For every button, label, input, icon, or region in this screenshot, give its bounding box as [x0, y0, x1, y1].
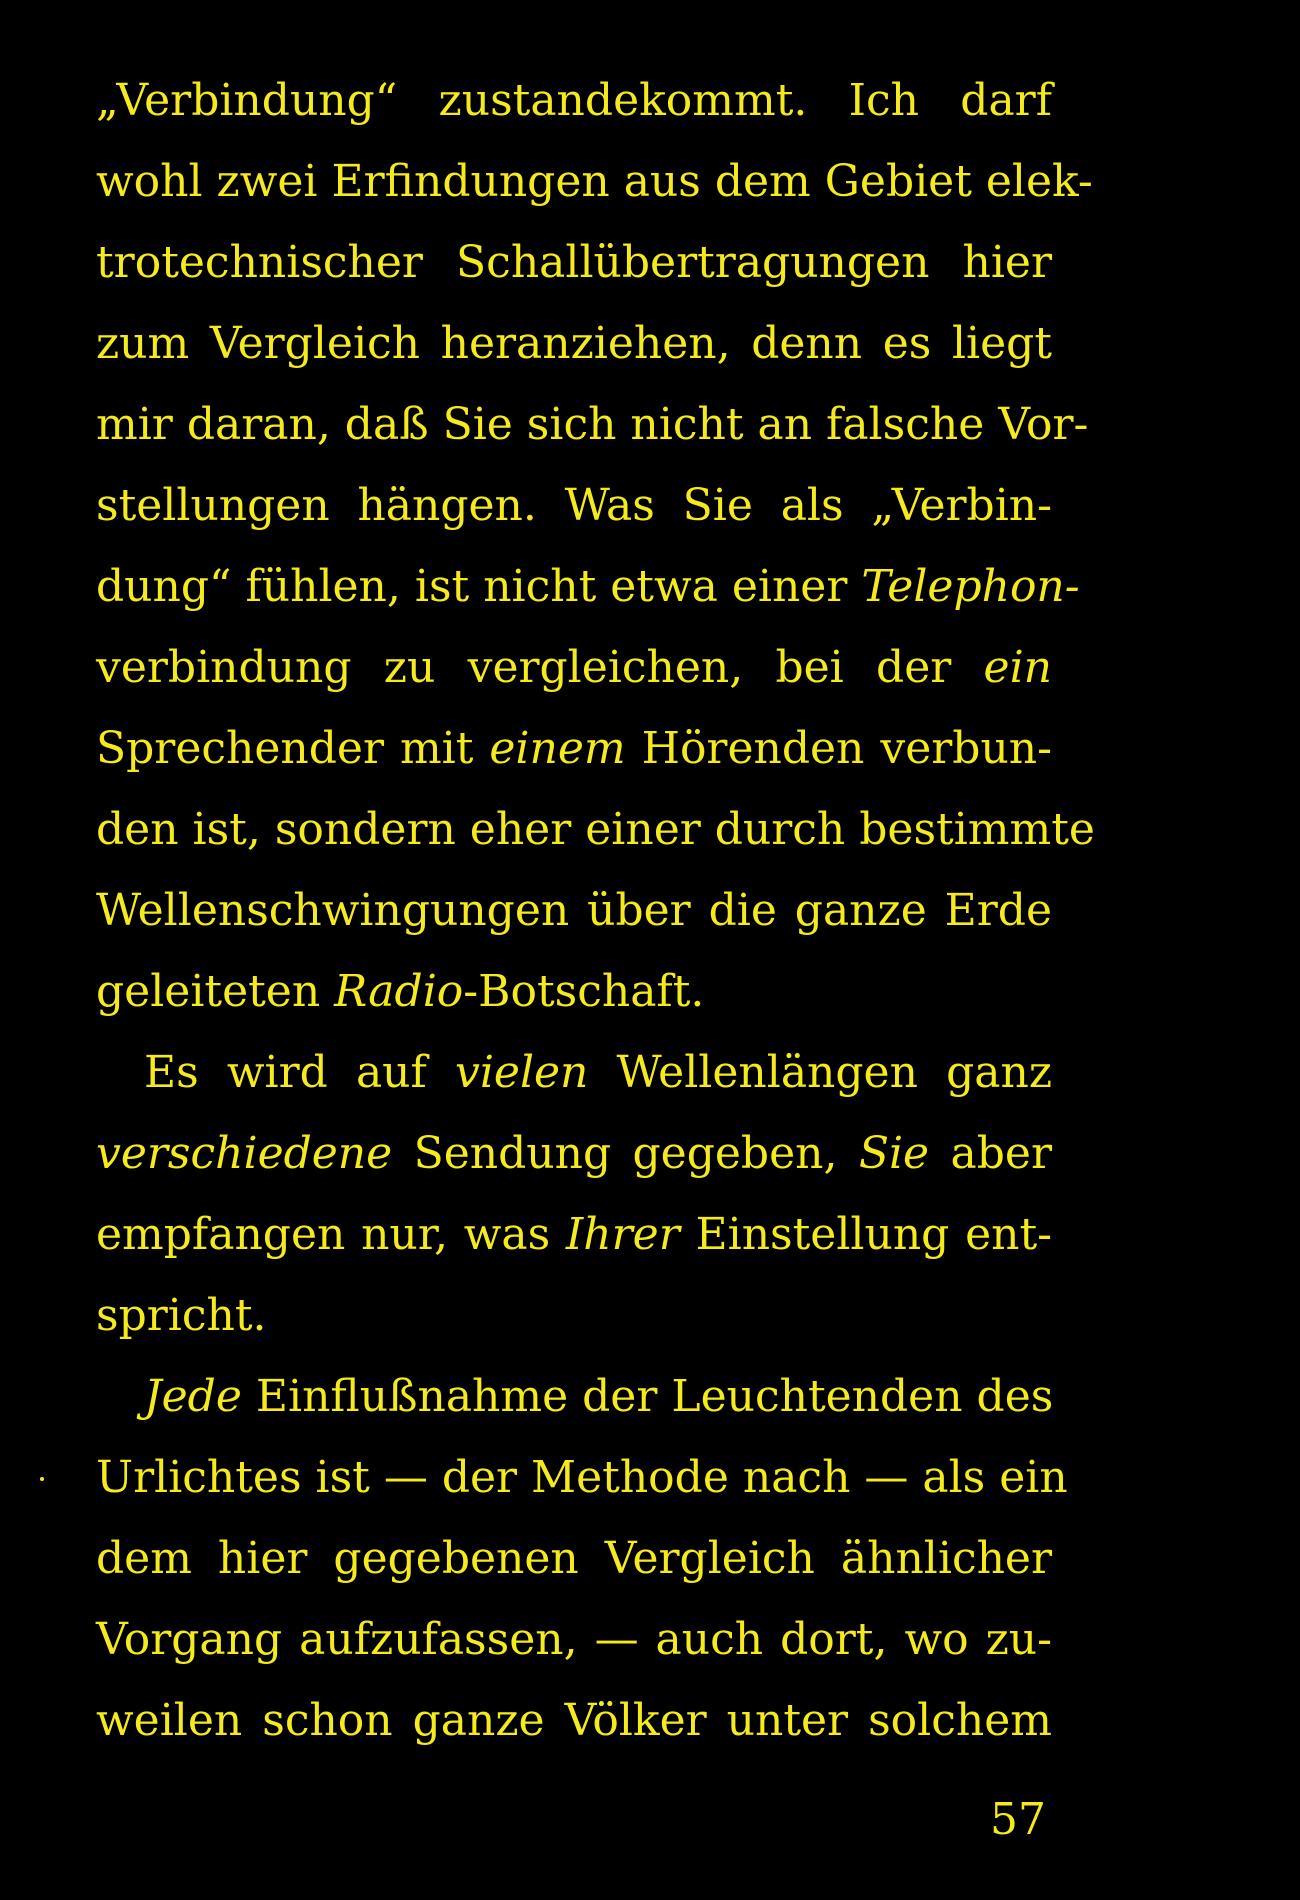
italic-text: Ihrer	[565, 1209, 680, 1260]
text-line	[96, 870, 1052, 951]
text-segment: dung“ fühlen, ist nicht etwa einer	[96, 561, 862, 612]
text-line	[96, 1032, 1052, 1113]
text-segment: empfangen nur, was	[96, 1209, 566, 1260]
body-text	[96, 60, 1095, 1761]
text-line	[96, 60, 1052, 141]
text-segment: Hörenden verbun-	[625, 723, 1052, 774]
text-line	[96, 465, 1052, 546]
text-line	[96, 222, 1052, 303]
text-segment: -Botschaft.	[463, 966, 705, 1017]
text-segment: zum Vergleich heranziehen, denn es liegt	[96, 318, 1052, 369]
text-segment: stellungen hängen. Was Sie als „Verbin-	[96, 480, 1052, 531]
text-segment: Es wird auf	[144, 1047, 455, 1098]
page-number: 57	[990, 1794, 1046, 1845]
italic-text: Sie	[858, 1128, 930, 1179]
text-line	[96, 1194, 1052, 1275]
text-line	[96, 708, 1052, 789]
italic-text: einem	[489, 723, 626, 774]
text-segment: Urlichtes ist — der Methode nach — als ein	[96, 1452, 1068, 1503]
text-line	[96, 1356, 1052, 1437]
text-segment: Sprechender mit	[96, 723, 490, 774]
text-segment: aber	[929, 1128, 1052, 1179]
text-segment: den ist, sondern eher einer durch bestimmte	[96, 804, 1095, 855]
italic-text: Telephon-	[861, 561, 1080, 612]
italic-text: Jede	[144, 1371, 242, 1422]
text-line	[96, 951, 1052, 1032]
text-segment: „Verbindung“ zustandekommt. Ich darf	[96, 75, 1052, 126]
text-line	[96, 1518, 1052, 1599]
text-line	[96, 1113, 1052, 1194]
text-segment: mir daran, daß Sie sich nicht an falsche Vor-	[96, 399, 1089, 450]
text-segment: trotechnischer Schallübertragungen hier	[96, 237, 1052, 288]
text-line	[96, 627, 1052, 708]
text-line	[96, 303, 1052, 384]
text-segment: wohl zwei Erfindungen aus dem Gebiet elek-	[96, 156, 1093, 207]
italic-text: vielen	[454, 1047, 589, 1098]
text-segment: weilen schon ganze Völker unter solchem	[96, 1695, 1052, 1746]
text-segment: Sendung gegeben,	[392, 1128, 859, 1179]
text-segment: Einflußnahme der Leuchtenden des	[241, 1371, 1054, 1422]
text-segment: Wellenschwingungen über die ganze Erde	[96, 885, 1052, 936]
text-segment: verbindung zu vergleichen, bei der	[96, 642, 984, 693]
text-segment: Einstellung ent-	[679, 1209, 1052, 1260]
text-segment: spricht.	[96, 1290, 267, 1341]
text-line	[96, 546, 1080, 627]
text-line	[96, 1437, 1068, 1518]
text-line	[96, 1680, 1052, 1761]
text-segment: Vorgang aufzufassen, — auch dort, wo zu-	[96, 1614, 1052, 1665]
margin-dot	[40, 1477, 44, 1481]
text-line	[96, 384, 1089, 465]
text-segment: dem hier gegebenen Vergleich ähnlicher	[96, 1533, 1052, 1584]
text-line	[96, 789, 1095, 870]
italic-text: Radio	[334, 966, 464, 1017]
text-line	[96, 1599, 1052, 1680]
text-segment: geleiteten	[96, 966, 335, 1017]
italic-text: verschiedene	[96, 1128, 393, 1179]
text-segment: Wellenlängen ganz	[588, 1047, 1053, 1098]
text-line	[96, 1275, 1052, 1356]
italic-text: ein	[983, 642, 1052, 693]
text-line	[96, 141, 1093, 222]
